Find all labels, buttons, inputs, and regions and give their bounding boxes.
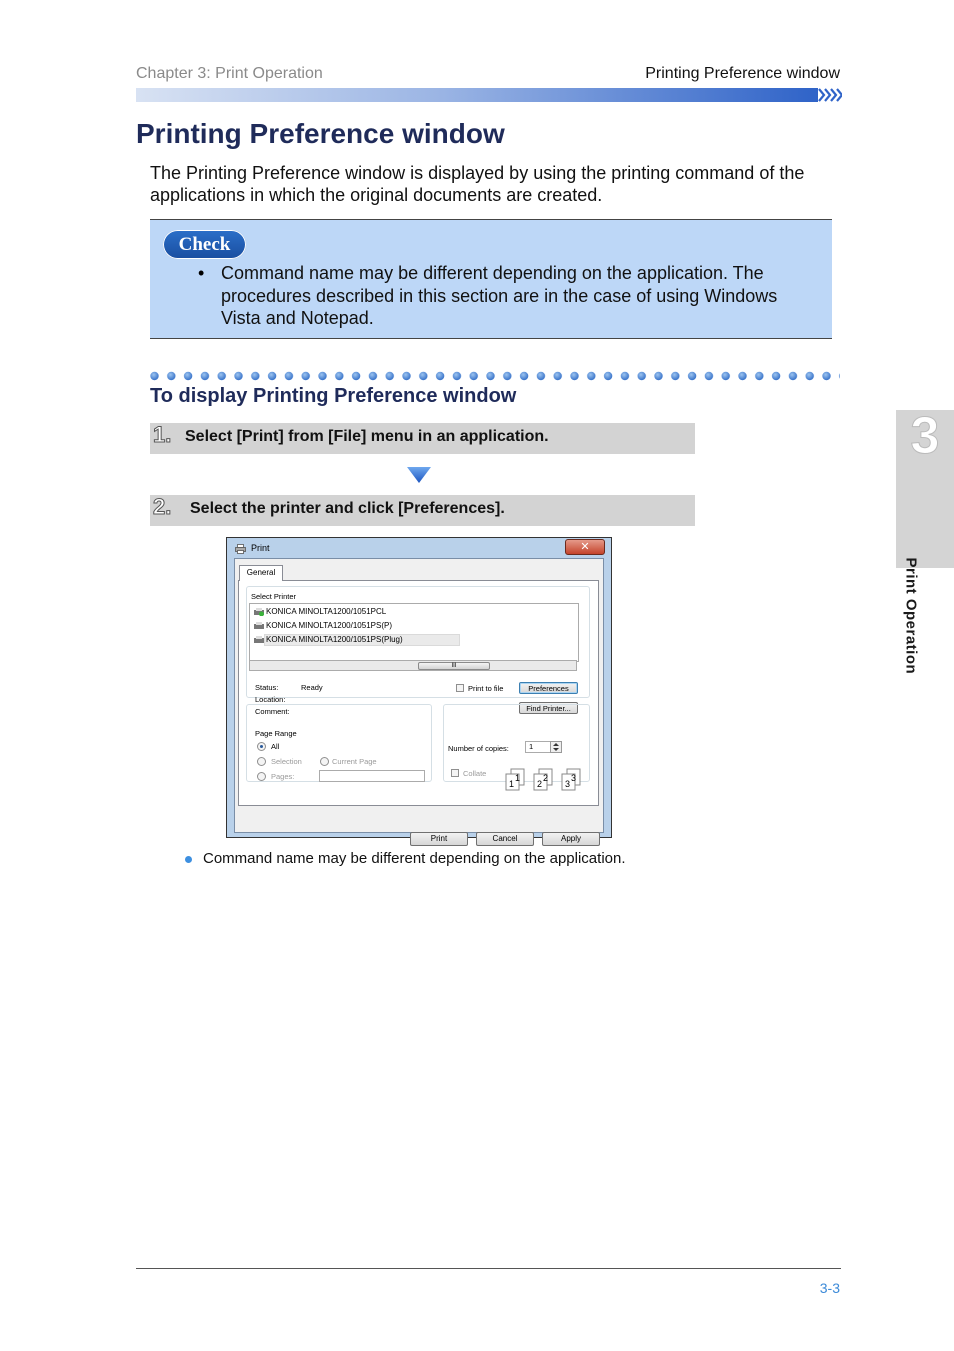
collate-digit: 3 xyxy=(565,779,571,789)
collate-digit: 1 xyxy=(509,779,515,789)
copies-label: Number of copies: xyxy=(448,744,509,753)
general-tab-panel xyxy=(238,580,599,806)
down-arrow-icon xyxy=(406,466,432,484)
chapter-label: Chapter 3: Print Operation xyxy=(136,65,323,82)
tab-general[interactable]: General xyxy=(239,565,283,581)
step-2 xyxy=(150,495,695,526)
step-number: 2. xyxy=(153,494,172,519)
step-text: Select [Print] from [File] menu in an application. xyxy=(185,428,549,445)
location-label: Location: xyxy=(255,695,286,704)
select-printer-label: Select Printer xyxy=(251,592,297,601)
footer-rule xyxy=(136,1268,841,1269)
chevron-right-icon xyxy=(818,86,842,104)
collate-digit: 1 xyxy=(515,773,521,783)
status-label: Status: xyxy=(255,683,279,692)
comment-label: Comment: xyxy=(255,707,290,716)
collate-digit: 2 xyxy=(543,773,549,783)
check-note-box xyxy=(150,219,832,339)
dotted-divider xyxy=(150,371,840,381)
note-text: Command name may be different depending on the application. xyxy=(203,850,626,867)
collate-checkbox[interactable] xyxy=(451,769,459,777)
bullet: • xyxy=(198,263,205,283)
step-number: 1. xyxy=(153,422,172,447)
printer-icon xyxy=(235,544,246,554)
status-value: Ready xyxy=(301,683,323,692)
page-number: 3-3 xyxy=(819,1280,840,1296)
all-radio[interactable] xyxy=(257,742,266,751)
print-dialog xyxy=(226,537,612,843)
horizontal-scrollbar[interactable] xyxy=(249,660,577,671)
current-page-radio[interactable] xyxy=(320,757,329,766)
check-note-text: Command name may be different depending on the application. The procedures described in this section are in the case of using Windows Vista and Notepad. xyxy=(221,263,778,328)
pages-input[interactable] xyxy=(319,770,425,782)
chapter-side-tab xyxy=(896,407,954,568)
print-to-file-checkbox[interactable] xyxy=(456,684,464,692)
printer-item[interactable]: KONICA MINOLTA1200/1051PCL xyxy=(266,607,387,616)
find-printer-button[interactable]: Find Printer... xyxy=(519,702,578,714)
page-range-label: Page Range xyxy=(255,729,297,738)
page-title: Printing Preference window xyxy=(136,118,505,149)
printer-item[interactable]: KONICA MINOLTA1200/1051PS(Plug) xyxy=(266,635,403,644)
subsection-title: To display Printing Preference window xyxy=(150,385,517,407)
check-badge: Check xyxy=(163,230,246,259)
all-label: All xyxy=(271,742,280,751)
selection-radio[interactable] xyxy=(257,757,266,766)
collate-pages-icon xyxy=(501,767,581,793)
current-page-label: Current Page xyxy=(332,757,377,766)
print-to-file-label: Print to file xyxy=(468,684,504,693)
header-gradient-bar xyxy=(136,88,818,102)
cancel-button[interactable]: Cancel xyxy=(476,832,534,846)
collate-digit: 3 xyxy=(571,773,577,783)
dialog-title: Print xyxy=(251,543,270,553)
printer-icon xyxy=(254,622,264,630)
dialog-body xyxy=(234,558,604,843)
copies-input[interactable]: 1 xyxy=(525,741,551,753)
intro-paragraph: The Printing Preference window is displayed by using the printing command of the applications in which the original documents are created. xyxy=(150,163,805,205)
pages-label: Pages: xyxy=(271,772,295,781)
printer-list[interactable] xyxy=(249,603,579,662)
printer-item[interactable]: KONICA MINOLTA1200/1051PS(P) xyxy=(266,621,392,630)
step-1 xyxy=(150,423,695,454)
note-bullet xyxy=(185,856,192,863)
collate-label: Collate xyxy=(463,769,487,778)
print-button[interactable]: Print xyxy=(410,832,468,846)
apply-button[interactable]: Apply xyxy=(542,832,600,846)
scroll-thumb[interactable]: III xyxy=(418,662,490,670)
spinner-icon[interactable] xyxy=(550,741,562,753)
selection-label: Selection xyxy=(271,757,302,766)
section-label: Printing Preference window xyxy=(645,65,840,82)
step-text: Select the printer and click [Preferences]. xyxy=(190,500,505,517)
chapter-number: 3 xyxy=(910,407,940,465)
printer-icon xyxy=(254,608,264,616)
pages-radio[interactable] xyxy=(257,772,266,781)
chapter-side-label: Print Operation xyxy=(902,557,920,675)
preferences-button[interactable]: Preferences xyxy=(519,682,578,694)
printer-icon xyxy=(254,636,264,644)
close-button[interactable]: ✕ xyxy=(565,539,605,555)
collate-digit: 2 xyxy=(537,779,543,789)
